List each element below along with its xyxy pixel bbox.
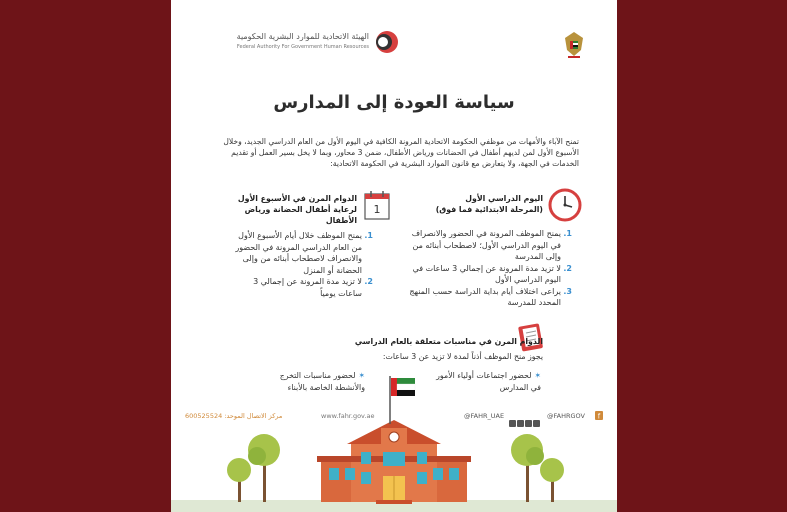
- first-week-heading: [211, 193, 357, 226]
- item-text: لا تزيد مدة المرونة عن إجمالي 3 ساعات يومياً: [253, 277, 362, 298]
- first-day-heading: [407, 193, 543, 215]
- intro-paragraph: تمنح الآباء والأمهات من موظفي الحكومة الاتحادية المرونة الكافية في اليوم الأول من العام الدراسي الجديد، وخلال الأسبوع الأول لمن لديهم أطفال في الحضانات ورياض الأطفال، ضمن 3 محاور، وبما لا يخل بسير العمل أو تقديم الخدمات في الجهة، ولا يتعارض مع قانون الموارد البشرية في الحكومة الاتحادية:: [223, 137, 579, 168]
- calendar-day-number: 1: [373, 203, 381, 216]
- clock-icon: [548, 188, 582, 222]
- item-number: 2.: [364, 277, 373, 286]
- bullet-text: لحضور مناسبات التخرج والأنشطة الخاصة بالأبناء: [279, 371, 365, 392]
- list-item: [231, 276, 373, 299]
- first-day-list: [407, 228, 572, 309]
- authority-name-ar: الهيئة الاتحادية للموارد البشرية الحكومية: [236, 32, 369, 41]
- facebook-icon[interactable]: [595, 411, 603, 420]
- first-day-heading-line1: اليوم الدراسي الأول: [465, 194, 543, 203]
- occasion-bullet: [429, 370, 541, 393]
- authority-header: [201, 30, 401, 56]
- tree-icon: [511, 434, 544, 502]
- item-number: 1.: [563, 229, 572, 238]
- item-number: 1.: [364, 231, 373, 240]
- first-week-heading-line1: الدوام المرن في الأسبوع الأول: [237, 194, 357, 203]
- first-week-list: [231, 230, 373, 299]
- poster: [171, 0, 617, 512]
- occasions-subtitle: يجوز منح الموظف أذناً لمدة لا تزيد عن 3 ساعات:: [382, 352, 543, 361]
- authority-name-en: Federal Authority For Government Human Resources: [236, 44, 369, 50]
- item-text: يمنح الموظف المرونة في الحضور والانصراف في اليوم الدراسي الأول؛ لاصطحاب أبنائه من وإلى المدرسة: [411, 229, 561, 261]
- page-title: سياسة العودة إلى المدارس: [273, 92, 515, 113]
- tree-icon: [248, 434, 280, 502]
- contact-center: مركز الاتصال الموحد: 600525524: [185, 412, 283, 420]
- occasions-heading: الدوام المرن في مناسبات متعلقة بالعام الدراسي: [354, 337, 543, 346]
- item-text: يراعى اختلاف أيام بداية الدراسة حسب المنهج المحدد للمدرسة: [409, 286, 561, 307]
- item-text: يمنح الموظف خلال أيام الأسبوع الأول من العام الدراسي المرونة في الحضور والانصراف لاصطحاب أبنائه من وإلى الحضانة أو المنزل: [235, 231, 362, 275]
- item-number: 3.: [563, 286, 572, 296]
- list-item: [407, 228, 572, 263]
- list-item: [407, 263, 572, 286]
- school-illustration: [171, 420, 617, 512]
- list-item: [231, 230, 373, 276]
- school-building: [317, 420, 471, 504]
- occasion-bullet: [257, 370, 365, 393]
- fahr-logo-icon: [375, 30, 399, 54]
- item-number: 2.: [563, 263, 572, 273]
- first-week-heading-line2: لرعاية أطفال الحضانة ورياض الأطفال: [244, 205, 357, 225]
- bullet-text: لحضور اجتماعات أولياء الأمور في المدارس: [436, 371, 541, 392]
- svg-text:f: f: [597, 412, 601, 420]
- uae-flag-icon: [387, 374, 417, 424]
- asterisk-icon: ✶: [534, 371, 541, 380]
- social-handle-gov[interactable]: @FAHRGOV: [547, 412, 585, 420]
- tree-icon: [227, 458, 251, 502]
- uae-emblem-icon: [561, 30, 587, 60]
- calendar-icon: [364, 190, 390, 220]
- tree-icon: [540, 458, 564, 502]
- first-day-heading-line2: (المرحلة الابتدائية فما فوق): [435, 205, 543, 214]
- social-handle-uae[interactable]: @FAHR_UAE: [464, 412, 505, 420]
- asterisk-icon: ✶: [358, 371, 365, 380]
- website-link[interactable]: www.fahr.gov.ae: [321, 412, 375, 420]
- item-text: لا تزيد مدة المرونة عن إجمالي 3 ساعات في اليوم الدراسي الأول: [412, 263, 561, 284]
- list-item: [407, 286, 572, 309]
